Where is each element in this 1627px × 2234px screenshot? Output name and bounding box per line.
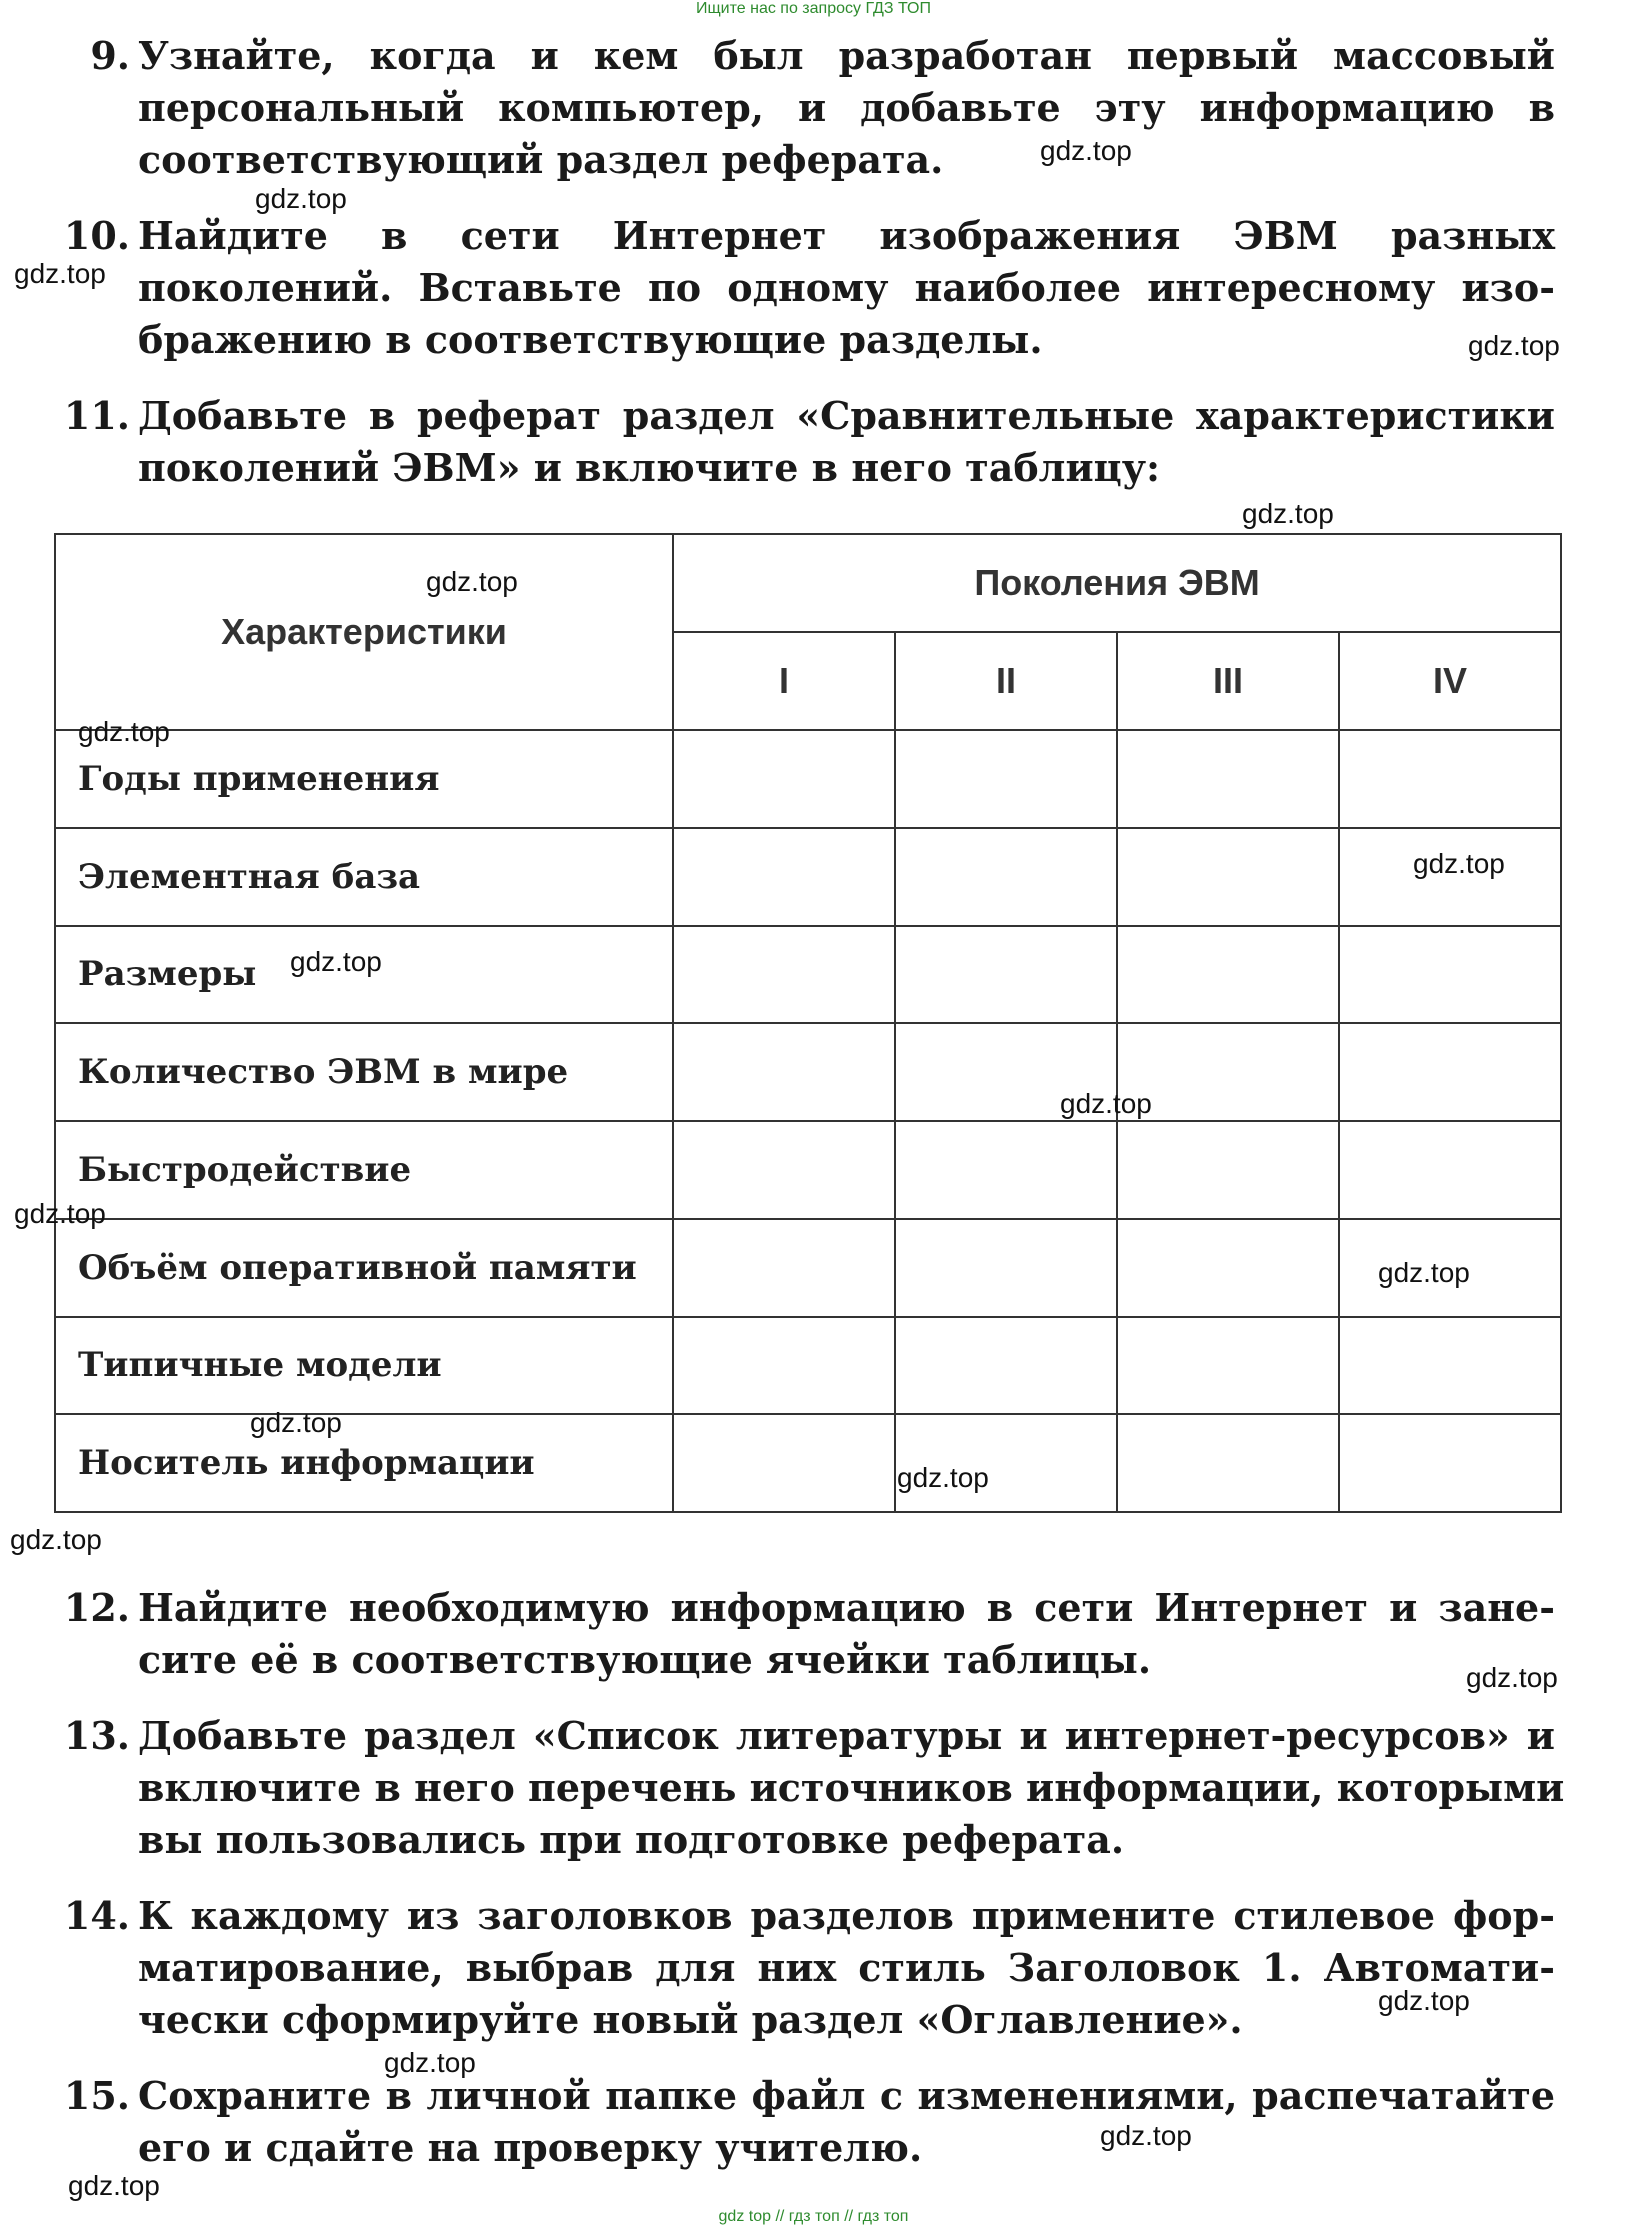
table-cell xyxy=(1117,926,1339,1024)
top-banner: Ищите нас по запросу ГДЗ ТОП xyxy=(696,0,931,17)
watermark: gdz.top xyxy=(1378,1257,1470,1288)
table-cell xyxy=(673,926,895,1024)
task-line: поколений. Вставьте по одному наиболее интересному изо- xyxy=(138,265,1555,310)
watermark: gdz.top xyxy=(255,183,347,214)
table-cell xyxy=(1339,1414,1561,1512)
header-generations: Поколения ЭВМ xyxy=(673,534,1561,632)
watermark: gdz.top xyxy=(78,716,170,747)
table-cell xyxy=(673,1023,895,1121)
watermark: gdz.top xyxy=(10,1524,102,1555)
generation-header: III xyxy=(1117,632,1339,730)
task-line: его и сдайте на проверку учителю. xyxy=(138,2125,923,2170)
row-label: Носитель информации xyxy=(55,1414,673,1512)
task-number: 10. xyxy=(63,213,130,258)
row-label: Объём оперативной памяти xyxy=(55,1219,673,1317)
table-cell xyxy=(1339,926,1561,1024)
watermark: gdz.top xyxy=(14,258,106,289)
task-number: 9. xyxy=(90,33,130,78)
watermark: gdz.top xyxy=(68,2170,160,2201)
task-text xyxy=(138,30,1555,186)
task-line: соответствующий раздел реферата. xyxy=(138,137,944,182)
task-number: 14. xyxy=(63,1893,130,1938)
row-label: Количество ЭВМ в мире xyxy=(55,1023,673,1121)
task-line: Найдите в сети Интернет изображения ЭВМ разных xyxy=(138,213,1555,258)
watermark: gdz.top xyxy=(1466,1662,1558,1693)
table-cell xyxy=(673,1121,895,1219)
task-text xyxy=(138,1890,1555,2046)
watermark: gdz.top xyxy=(384,2047,476,2078)
task-line: включите в него перечень источников информации, которыми xyxy=(138,1765,1565,1810)
table-cell xyxy=(1339,730,1561,828)
watermark: gdz.top xyxy=(1242,498,1334,529)
row-label: Годы применения xyxy=(55,730,673,828)
table-cell xyxy=(673,730,895,828)
table-row xyxy=(55,1219,1561,1317)
table-cell xyxy=(1117,730,1339,828)
table-cell xyxy=(895,1121,1117,1219)
task-text xyxy=(138,2070,1555,2174)
table-cell xyxy=(1339,1121,1561,1219)
table-row xyxy=(55,1317,1561,1415)
table-cell xyxy=(895,730,1117,828)
table-cell xyxy=(1117,828,1339,926)
table-row xyxy=(55,1121,1561,1219)
watermark: gdz.top xyxy=(1040,135,1132,166)
row-label: Элементная база xyxy=(55,828,673,926)
table-row xyxy=(55,828,1561,926)
table-cell xyxy=(673,1219,895,1317)
task-line: матирование, выбрав для них стиль Заголовок 1. Автомати- xyxy=(138,1945,1555,1990)
row-label: Типичные модели xyxy=(55,1317,673,1415)
watermark: gdz.top xyxy=(14,1198,106,1229)
table-cell xyxy=(673,828,895,926)
row-label: Быстродействие xyxy=(55,1121,673,1219)
task-number: 11. xyxy=(63,393,130,438)
task-line: бражению в соответствующие разделы. xyxy=(138,317,1043,362)
generations-table xyxy=(54,533,1562,1513)
task-number: 13. xyxy=(63,1713,130,1758)
table-cell xyxy=(1339,1317,1561,1415)
watermark: gdz.top xyxy=(1468,330,1560,361)
task-line: Найдите необходимую информацию в сети Интернет и зане- xyxy=(138,1585,1555,1630)
watermark: gdz.top xyxy=(1060,1088,1152,1119)
table-cell xyxy=(895,1219,1117,1317)
table-cell xyxy=(673,1414,895,1512)
task-text xyxy=(138,390,1555,494)
table-row xyxy=(55,730,1561,828)
table-row xyxy=(55,926,1561,1024)
watermark: gdz.top xyxy=(426,566,518,597)
table-row xyxy=(55,1023,1561,1121)
table-cell xyxy=(673,1317,895,1415)
watermark: gdz.top xyxy=(1413,848,1505,879)
task-number: 12. xyxy=(63,1585,130,1630)
task-line: персональный компьютер, и добавьте эту информацию в xyxy=(138,85,1555,130)
generation-header: I xyxy=(673,632,895,730)
table-cell xyxy=(1117,1121,1339,1219)
task-line: вы пользовались при подготовке реферата. xyxy=(138,1817,1125,1862)
task-line: чески сформируйте новый раздел «Оглавление». xyxy=(138,1997,1243,2042)
generation-header: IV xyxy=(1339,632,1561,730)
table-cell xyxy=(1117,1414,1339,1512)
task-line: Узнайте, когда и кем был разработан первый массовый xyxy=(138,33,1555,78)
table-cell xyxy=(1117,1317,1339,1415)
bottom-banner: gdz top // гдз топ // гдз топ xyxy=(718,2208,909,2225)
task-text xyxy=(138,210,1555,366)
task-line: Добавьте раздел «Список литературы и интернет-ресурсов» и xyxy=(138,1713,1555,1758)
table-cell xyxy=(1117,1219,1339,1317)
task-text xyxy=(138,1710,1565,1866)
watermark: gdz.top xyxy=(1378,1985,1470,2016)
generation-header: II xyxy=(895,632,1117,730)
task-number: 15. xyxy=(63,2073,130,2118)
header-characteristics: Характеристики xyxy=(55,534,673,730)
task-text xyxy=(138,1582,1555,1686)
watermark: gdz.top xyxy=(290,946,382,977)
task-line: сите её в соответствующие ячейки таблицы. xyxy=(138,1637,1152,1682)
watermark: gdz.top xyxy=(1100,2120,1192,2151)
task-line: Добавьте в реферат раздел «Сравнительные характеристики xyxy=(138,393,1555,438)
task-line: Сохраните в личной папке файл с изменениями, распечатайте xyxy=(138,2073,1555,2118)
watermark: gdz.top xyxy=(250,1407,342,1438)
watermark: gdz.top xyxy=(897,1462,989,1493)
table-cell xyxy=(895,1317,1117,1415)
row-label: Размеры xyxy=(55,926,673,1024)
table-cell xyxy=(895,828,1117,926)
table-cell xyxy=(1339,1023,1561,1121)
task-line: поколений ЭВМ» и включите в него таблицу: xyxy=(138,445,1161,490)
table-cell xyxy=(895,926,1117,1024)
task-line: К каждому из заголовков разделов примените стилевое фор- xyxy=(138,1893,1555,1938)
